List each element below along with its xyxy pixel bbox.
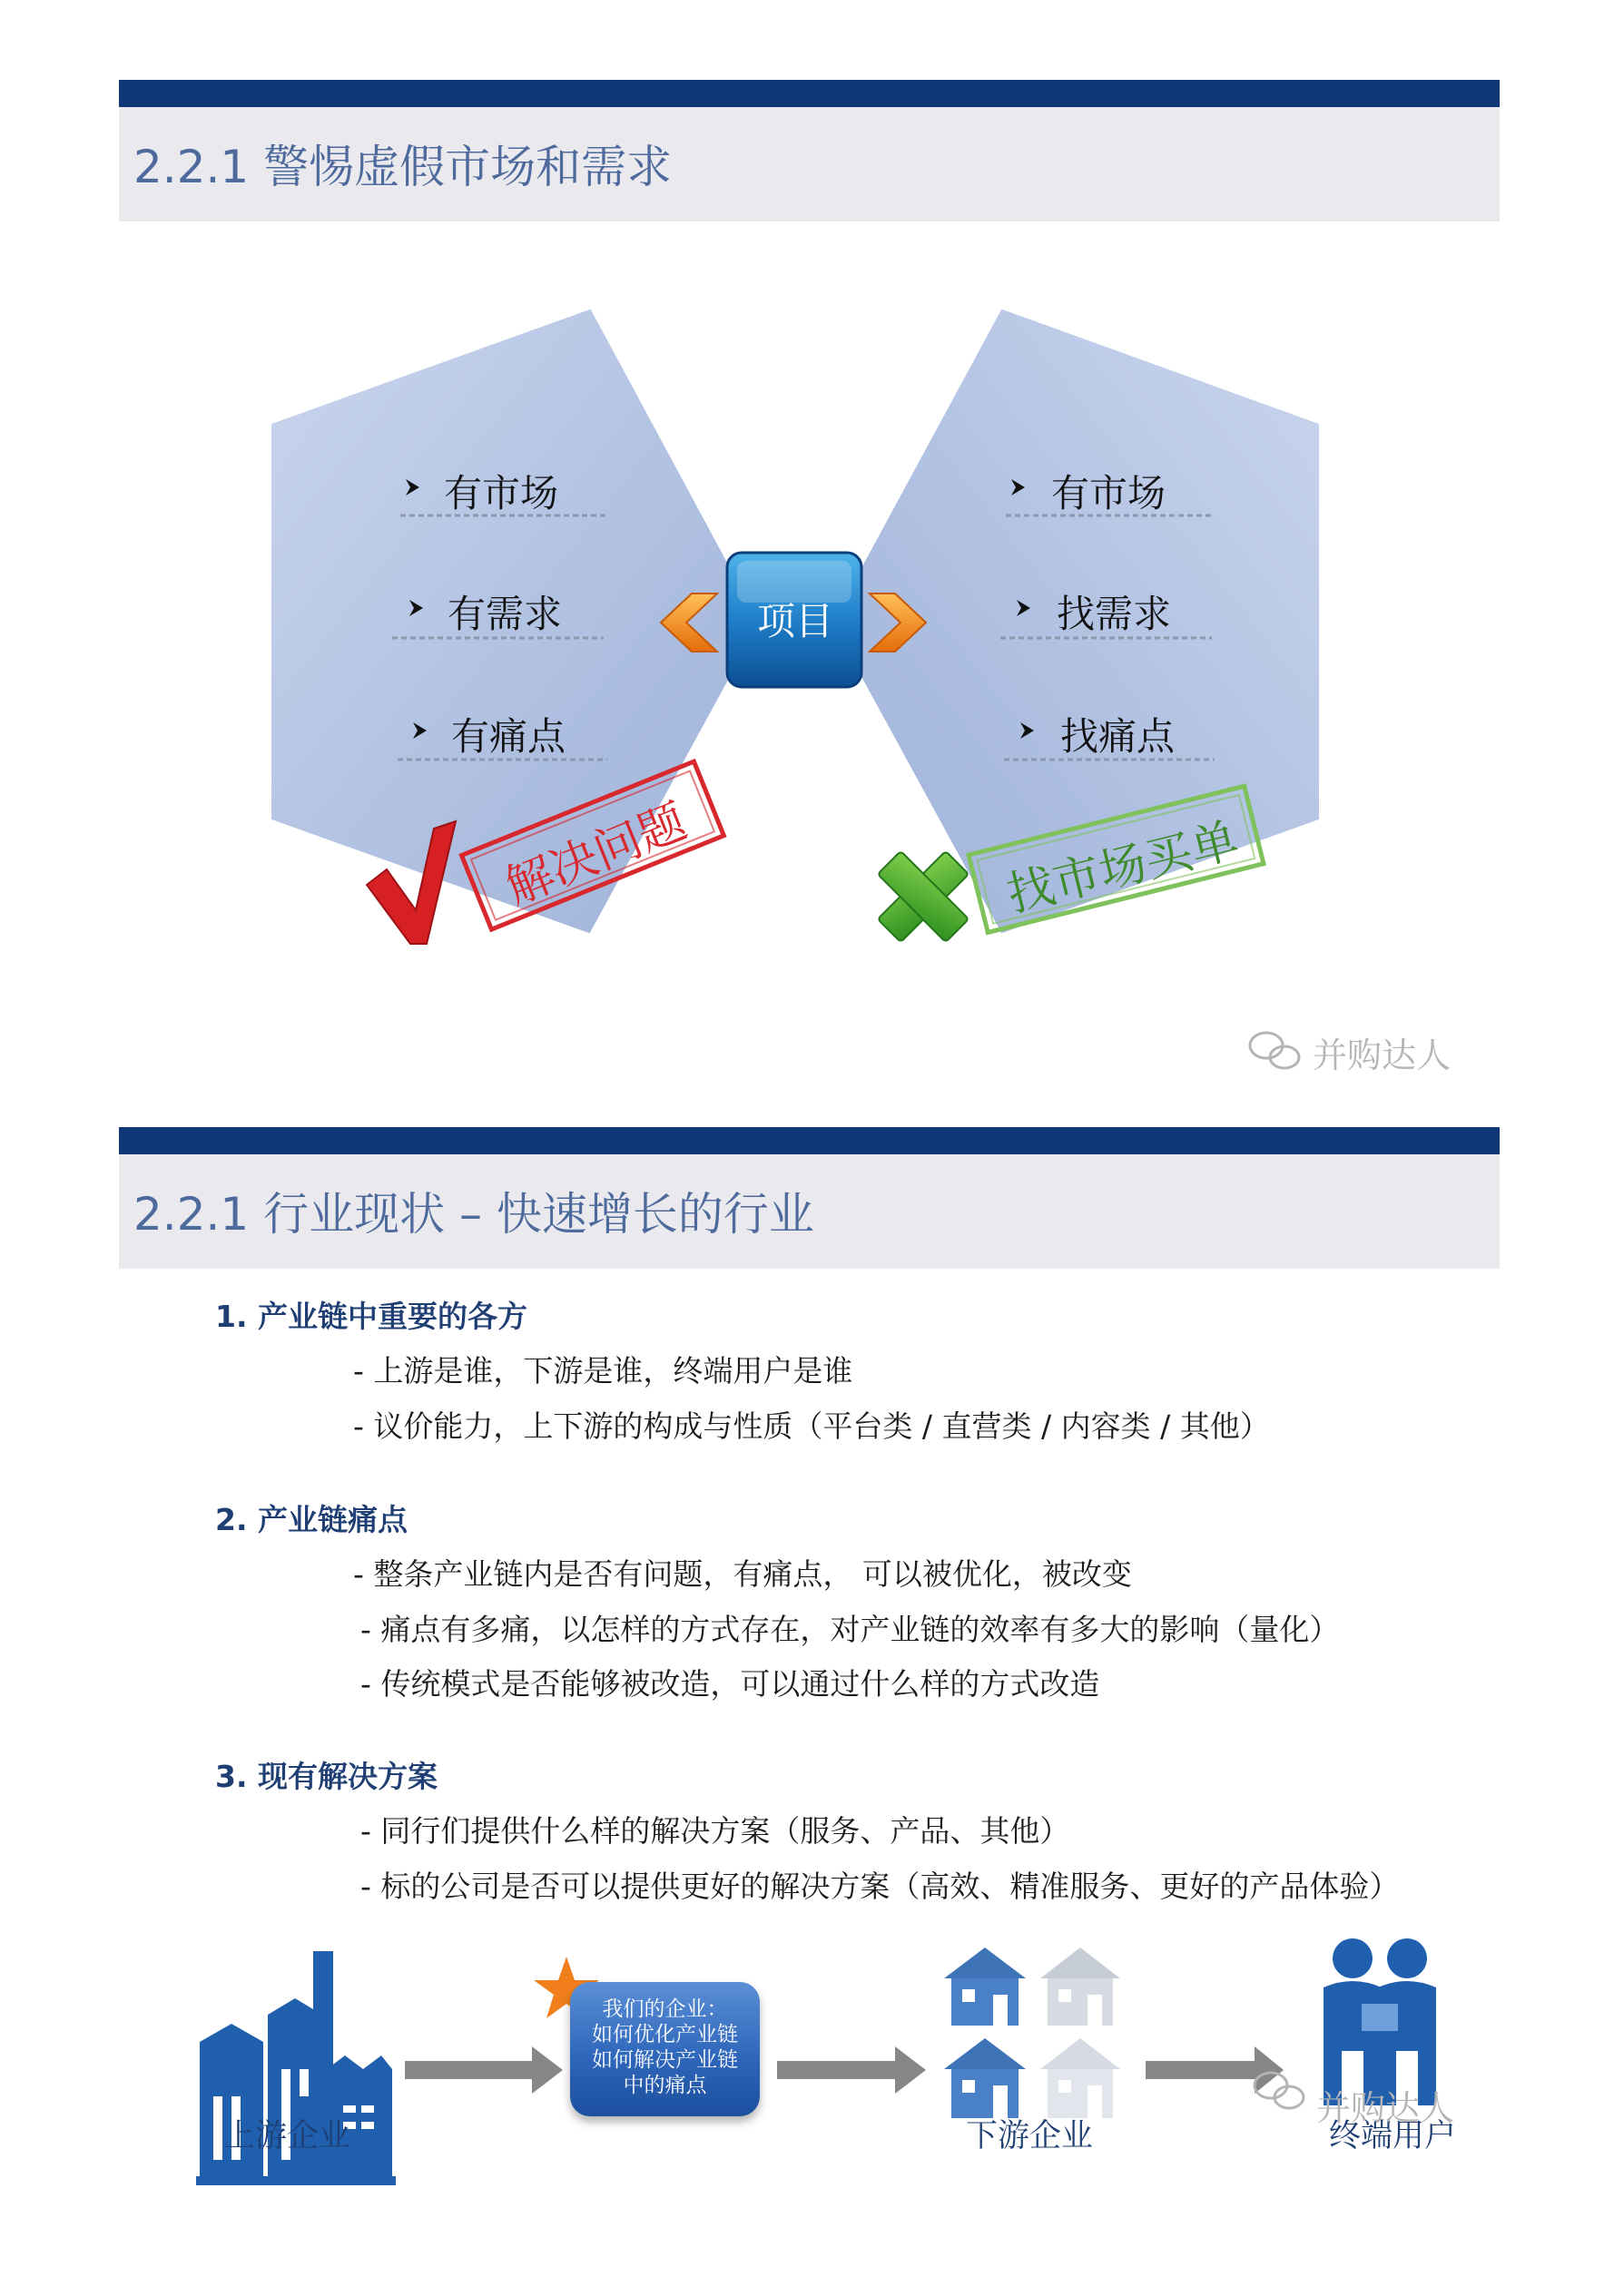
slide2-title: 2.2.1 行业现状 – 快速增长的行业 [133,1188,814,1241]
section-3-heading: 3. 现有解决方案 [215,1759,438,1794]
section-1-line-2: - 议价能力，上下游的构成与性质（平台类 / 直营类 / 内容类 / 其他） [353,1408,1270,1444]
section-2-line-3: - 传统模式是否能够被改造，可以通过什么样的方式改造 [360,1666,1100,1702]
wechat-icon [1250,1033,1299,1068]
section-2-heading: 2. 产业链痛点 [215,1502,408,1537]
right-item-3: 找痛点 [1060,714,1176,759]
flow-arrow-3 [1146,2046,1284,2094]
left-item-3: 有痛点 [451,714,566,759]
right-stamp-label: 找市场买单 [1001,812,1245,923]
enterprise-line-4: 中的痛点 [623,2074,707,2097]
right-item-2: 找需求 [1057,592,1172,636]
enterprise-line-3: 如何解决产业链 [592,2048,738,2072]
house-icon [944,1948,1026,2026]
flow-arrow-1 [405,2046,563,2094]
section-3-line-1: - 同行们提供什么样的解决方案（服务、产品、其他） [360,1813,1070,1849]
enterprise-line-1: 我们的企业： [602,1997,728,2021]
house-icon [1040,2038,1120,2118]
right-item-1: 有市场 [1051,471,1166,515]
upstream-label: 上游企业 [223,2118,351,2154]
slide2-header [119,1127,1500,1269]
left-item-1: 有市场 [444,471,559,515]
downstream-label: 下游企业 [966,2118,1094,2154]
house-icon [944,2038,1026,2118]
watermark-2: 并购达人 [1316,2088,1455,2128]
section-2-line-1: - 整条产业链内是否有问题，有痛点， 可以被优化，被改变 [353,1556,1132,1592]
project-label: 项目 [756,599,833,643]
watermark-1: 并购达人 [1313,1035,1452,1075]
enterprise-line-2: 如何优化产业链 [592,2023,738,2046]
header-bar [119,1127,1500,1154]
section-1-line-1: - 上游是谁，下游是谁，终端用户是谁 [353,1353,853,1388]
left-item-2: 有需求 [448,592,563,636]
flow-arrow-2 [777,2046,926,2094]
end-user-label: 终端用户 [1329,2118,1457,2154]
section-3-line-2: - 标的公司是否可以提供更好的解决方案（高效、精准服务、更好的产品体验） [360,1869,1400,1904]
left-stamp-label: 解决问题 [498,794,694,916]
house-icon [1040,1948,1120,2026]
section-1-heading: 1. 产业链中重要的各方 [215,1299,527,1334]
section-2-line-2: - 痛点有多痛，以怎样的方式存在，对产业链的效率有多大的影响（量化） [360,1612,1340,1647]
slide1-title: 2.2.1 警惕虚假市场和需求 [133,141,673,193]
project-diagram [0,0,1614,1125]
